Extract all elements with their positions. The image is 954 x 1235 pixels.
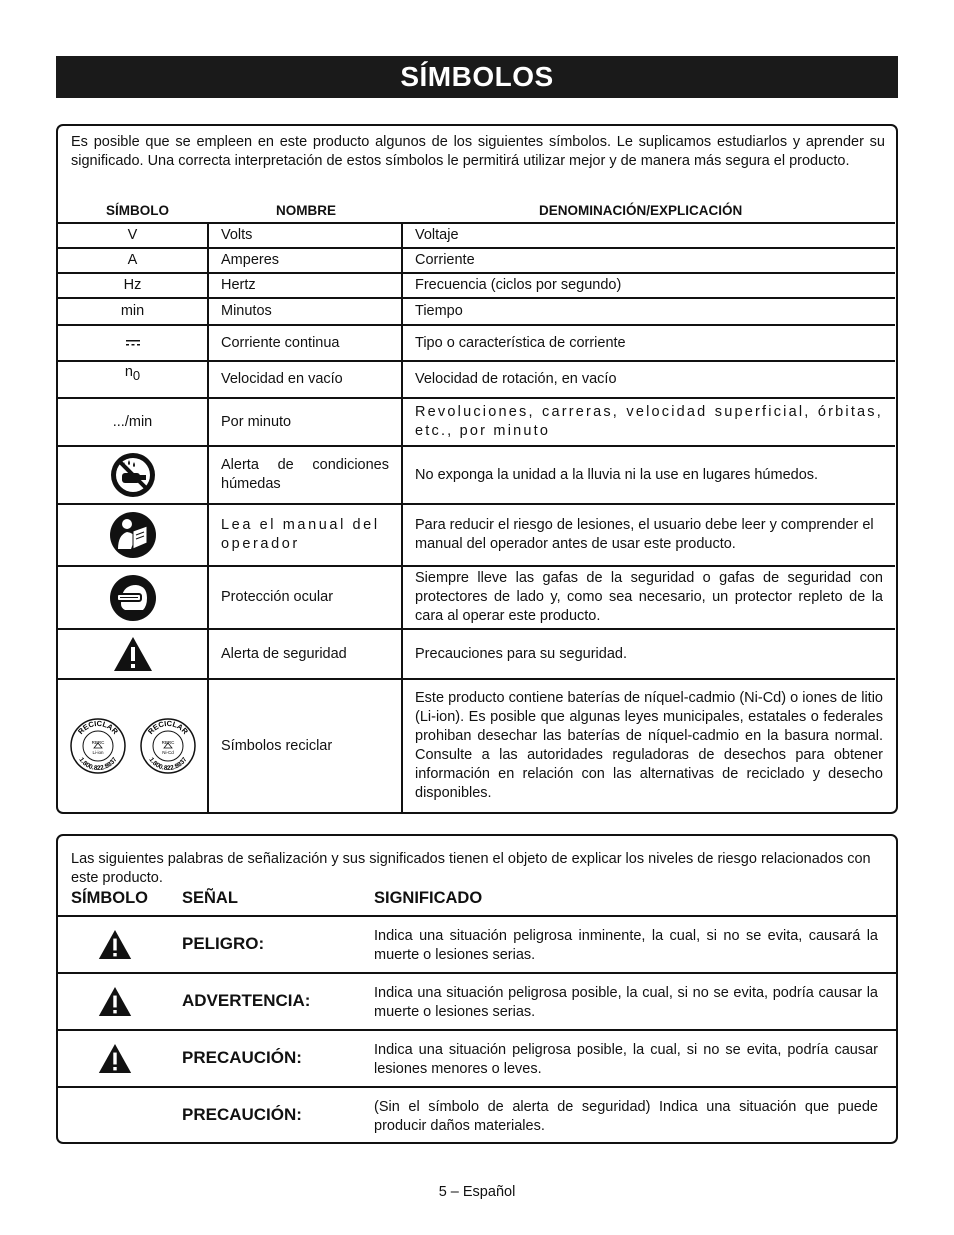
safety-alert-icon [98, 1043, 132, 1074]
read-manual-icon [109, 511, 157, 559]
signal-row-warning [58, 972, 896, 1029]
explanation-cell: Tipo o característica de corriente [402, 325, 895, 361]
symbol-cell [58, 504, 208, 566]
symbol-cell [58, 446, 208, 504]
table-row [58, 298, 895, 325]
table-row [58, 248, 895, 273]
svg-text:RBRC: RBRC [161, 740, 174, 745]
name-cell: Lea el manual del operador [208, 504, 402, 566]
symbol-cell: .../min [58, 398, 208, 446]
table-row [58, 398, 895, 446]
recycle-seal-nicd-icon [140, 718, 196, 774]
direct-current-icon [125, 339, 141, 347]
table-row [58, 446, 895, 504]
signal-meaning: Indica una situación peligrosa posible, la cual, si no se evita, podría causar lesiones menores o leves. [374, 1042, 878, 1077]
name-cell: Amperes [208, 248, 402, 273]
table-row [58, 325, 895, 361]
symbols-intro: Es posible que se empleen en este producto algunos de los siguientes símbolos. Le suplicamos estudiarlos y aprender su significado. Una correcta interpretación de estos símbolos le permitirá utilizar mejor y de manera más segura el producto. [71, 134, 885, 169]
explanation-cell: Voltaje [402, 223, 895, 248]
wet-conditions-icon [109, 451, 157, 499]
explanation-cell: Tiempo [402, 298, 895, 325]
recycle-seals-icon [62, 718, 203, 774]
svg-text:1.800.822.8837: 1.800.822.8837 [76, 756, 119, 773]
table-row [58, 629, 895, 679]
name-cell: Símbolos reciclar [208, 679, 402, 812]
signal-row-danger [58, 915, 896, 972]
page-title: SÍMBOLOS [56, 56, 898, 98]
header-symbol: SÍMBOLO [71, 889, 148, 907]
table-row [58, 223, 895, 248]
symbol-cell: min [58, 298, 208, 325]
svg-text:Li-ion: Li-ion [91, 750, 104, 755]
name-cell: Por minuto [208, 398, 402, 446]
explanation-cell: Precauciones para su seguridad. [402, 629, 895, 679]
svg-text:RECICLAR: RECICLAR [75, 718, 120, 737]
name-cell: Corriente continua [208, 325, 402, 361]
signal-word: PRECAUCIÓN: [182, 1105, 302, 1124]
eye-protection-icon [109, 574, 157, 622]
signal-intro: Las siguientes palabras de señalización y sus significados tienen el objeto de explicar los niveles de riesgo relacionados con este producto. [71, 851, 871, 886]
signal-meaning: Indica una situación peligrosa inminente, la cual, si no se evita, causará la muerte o lesiones serias. [374, 928, 878, 963]
explanation-cell: Velocidad de rotación, en vacío [402, 361, 895, 398]
name-cell: Volts [208, 223, 402, 248]
name-cell: Hertz [208, 273, 402, 298]
header-explanation: DENOMINACIÓN/EXPLICACIÓN [539, 203, 743, 218]
explanation-cell: Siempre lleve las gafas de la seguridad o gafas de seguridad con protectores de lado y, como sea necesario, un protector repleto de la cara al operar este producto. [402, 566, 895, 629]
symbol-cell [58, 679, 208, 812]
explanation-cell: Corriente [402, 248, 895, 273]
recycle-seal-liion-icon [70, 718, 126, 774]
explanation-cell: Revoluciones, carreras, velocidad superficial, órbitas, etc., por minuto [402, 398, 895, 446]
header-signal: SEÑAL [182, 889, 238, 907]
signal-meaning: Indica una situación peligrosa posible, la cual, si no se evita, podría causar la muerte o lesiones serias. [374, 985, 878, 1020]
safety-alert-icon [98, 929, 132, 960]
explanation-cell: Este producto contiene baterías de níquel-cadmio (Ni-Cd) o iones de litio (Li-ion). Es posible que algunas leyes municipales, estatales o federales prohiban desechar las baterías de níquel-cadmio en la basura normal. Consulte a las autoridades reguladoras de desechos para obtener información en relación con las alternativas de reciclado y desecho disponibles. [402, 679, 895, 812]
name-cell: Alerta de seguridad [208, 629, 402, 679]
header-meaning: SIGNIFICADO [374, 889, 483, 907]
safety-alert-icon [98, 986, 132, 1017]
signal-words-box [56, 834, 898, 1144]
signal-word: PELIGRO: [182, 934, 265, 953]
svg-text:Ni-Cd: Ni-Cd [161, 750, 174, 755]
table-row [58, 566, 895, 629]
page-footer: 5 – Español [438, 1184, 516, 1200]
svg-text:RBRC: RBRC [91, 740, 104, 745]
name-cell: Alerta de condiciones húmedas [208, 446, 402, 504]
header-symbol: SÍMBOLO [106, 203, 169, 218]
signal-word: ADVERTENCIA: [182, 991, 311, 1010]
table-row [58, 679, 895, 812]
signal-row-caution-no-icon [58, 1086, 896, 1143]
svg-text:1.800.822.8837: 1.800.822.8837 [146, 756, 189, 773]
table-row [58, 504, 895, 566]
symbol-cell [58, 566, 208, 629]
svg-text:RECICLAR: RECICLAR [145, 718, 190, 737]
explanation-cell: Frecuencia (ciclos por segundo) [402, 273, 895, 298]
table-row [58, 273, 895, 298]
name-cell: Protección ocular [208, 566, 402, 629]
table-row [58, 361, 895, 398]
symbol-cell: Hz [58, 273, 208, 298]
explanation-cell: No exponga la unidad a la lluvia ni la use en lugares húmedos. [402, 446, 895, 504]
symbols-table [58, 222, 895, 812]
signal-word: PRECAUCIÓN: [182, 1048, 302, 1067]
symbols-box [56, 124, 898, 814]
no-load-speed-symbol: $n_0$ [124, 363, 141, 383]
name-cell: Minutos [208, 298, 402, 325]
signal-row-caution [58, 1029, 896, 1086]
explanation-cell: Para reducir el riesgo de lesiones, el usuario debe leer y comprender el manual del operador antes de usar este producto. [402, 504, 895, 566]
symbol-cell: A [58, 248, 208, 273]
header-name: NOMBRE [276, 203, 336, 218]
safety-alert-icon [113, 636, 153, 672]
symbol-cell [58, 325, 208, 361]
symbol-cell [58, 361, 208, 398]
symbol-cell [58, 629, 208, 679]
name-cell: Velocidad en vacío [208, 361, 402, 398]
symbol-cell: V [58, 223, 208, 248]
signal-meaning: (Sin el símbolo de alerta de seguridad) Indica una situación que puede producir daños materiales. [374, 1099, 878, 1134]
